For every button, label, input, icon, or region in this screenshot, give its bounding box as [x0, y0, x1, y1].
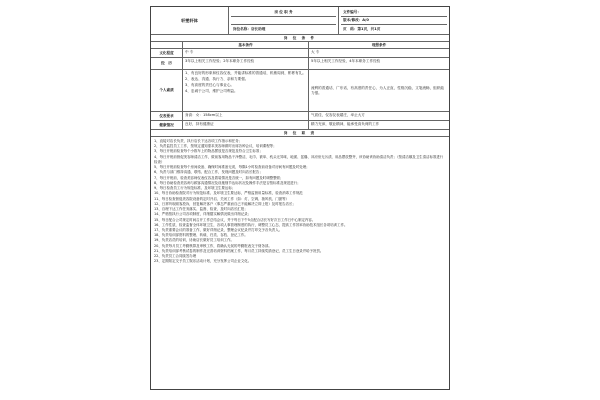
- requirement-label: 经 历: [151, 58, 183, 69]
- duty-item: 1、直接对店长负责，执行店长下达各项工作指示和任务；: [154, 139, 243, 143]
- duty-item: 6、负责与部门维持沟通、联络、配合工作，发现问题及时向店长报告；: [154, 170, 263, 175]
- duty-item: 4、每日开班前督促美容师清洁工作，做前客用物品干净整洁，毛巾、被单、枕头无异味，地面、盆爆、冲凉房无污渍，用品摆放整齐，该协助该协助清洁负责；（按清洁顺及卫生清洁标准进行检查）: [154, 154, 444, 164]
- requirement-ideal: 5年以上相关工作经验，4年本职务工作经验: [311, 59, 381, 63]
- requirement-label: 健康情况: [151, 121, 183, 129]
- duties-list: [151, 137, 449, 267]
- duty-item: 12、日常听取顾客投诉，回复解决客户（事态严重而自己不能解决立即上报）及时报告店长；: [154, 201, 296, 206]
- post-name: 岗位名称：店长助理: [233, 26, 266, 31]
- file-number: 文件编号：: [341, 8, 447, 17]
- requirement-row-education: [151, 49, 449, 58]
- duty-item: 5、每日开班前检查每个房间设备、确保时间准备无误，每隔1小时检查前设备对房间有问题及时处理；: [154, 165, 310, 170]
- requirement-row-appearance: [151, 112, 449, 121]
- document-header: [151, 7, 449, 35]
- duty-item: 14、严格按执行公司各项制度，详细据实解情况做出详细记录；: [154, 212, 252, 217]
- requirement-ideal: 大 专: [311, 50, 320, 54]
- duty-item: 20、负责每月员工考勤核算及审核工作，将确认无误的考勤报表交于财务部。: [154, 243, 272, 248]
- duty-item: 19、负责店员的培训，协助店长做好员工培训工作。: [154, 238, 234, 243]
- duty-item: 9、每日检查员工行为规范标准、及环境卫生要达标；: [154, 186, 236, 191]
- requirement-label: 文化程度: [151, 49, 183, 57]
- empty-cell: [231, 17, 336, 26]
- requirement-row-health: [151, 121, 449, 130]
- document-meta: [339, 7, 449, 34]
- duty-item: 7、每日开班前，检查美容师仪表仪容及着装情况是否统一，如有问题及时调整整顿；: [154, 175, 284, 180]
- requirement-label: 仪表要求: [151, 112, 183, 120]
- duty-item: 21、负责培训部考核试卷的制作及完善培训资料档案工作，每月员工持续奖励登记，员工生日登录并给予祝贺。: [154, 248, 324, 253]
- duty-item: 11、每日检查督促美容院设备的定时开启、关闭工作（如：灯、空调、抽风机、门窗等）: [154, 196, 289, 201]
- page-number: 页 码：第1页，共1页: [343, 26, 381, 31]
- column-header-ideal: 理想条件: [371, 43, 387, 47]
- duty-item: 15、每日配合公司规定时间召开工作总结会议，并于每日下午5点配合店长写好次日工作日中心制定内容。: [154, 217, 316, 222]
- duty-item: 8、每日协助检查美容师与顾客沟通情况及设施细节达标状况及操作手法是否按标准及规范进行；: [154, 180, 301, 185]
- requirement-row-experience: [151, 58, 449, 70]
- duty-item: 18、负责培训部资料的整理、转载、归类、存档、登记工作。: [154, 233, 248, 238]
- duty-item: 2、负责监控员工工作，按规定通知需求美容师做时出席各种会议，培训课程等；: [154, 144, 277, 149]
- duty-item: 10、每日协助检查院对行为规范标准、及环境卫生要达标，严格监督用量标准，检查消毒工作规范: [154, 191, 303, 196]
- section-title-duties: 岗 位 职 责: [151, 130, 449, 137]
- duty-item: 3、每日开班前检查每个小推车上的物品摆放是否规范及符合卫生标准；: [154, 149, 263, 154]
- requirement-basic: 身高：女：158cm以上: [183, 112, 309, 120]
- column-header-basic: 基本条件: [183, 42, 309, 48]
- duty-item: 22、负责员工合同续签办理: [154, 254, 197, 259]
- title-block: [229, 7, 339, 34]
- duty-item: 13、自理下达工作任务落实、监督、检查，及时向店长汇报；: [154, 207, 248, 212]
- requirement-row-personal-quality: [151, 70, 449, 112]
- requirement-ideal: 气质佳，仪容仪表端庄，举止大方: [311, 113, 365, 117]
- duty-item: 17、负责重要会议的准备工作，做好详细记录，整理会议纪录并打印交予各负责人。: [154, 227, 283, 232]
- duty-item: 16、工作性质，检查监督全体环境卫生，各项人事管理制度的执行，调整员工心态，提高工作效率协助技术组长各项培训工作。: [154, 222, 348, 227]
- requirement-basic: 良好，持有健康证: [183, 121, 309, 129]
- job-description-sheet: [150, 6, 450, 390]
- requirement-ideal: 流利的普通话、广东话，有高度的责任心，为人正直，性格沉稳，文笔流畅，组织能力强。: [311, 86, 444, 95]
- section-title-requirements: 岗 位 条 件: [151, 35, 449, 42]
- requirement-label: 个人素质: [151, 70, 183, 111]
- requirement-basic: 3年以上相关工作经验；2年本职务工作经验: [183, 58, 309, 69]
- duty-item: 23、定期知定交予员工娱乐活动计划，充分发挥公司企业文化。: [154, 259, 252, 264]
- document-title: 岗 位 职 务: [231, 8, 336, 17]
- version: 版本/修改：A/0: [341, 17, 447, 26]
- requirements-table-header: [151, 42, 449, 49]
- requirement-basic: 中 专: [183, 49, 309, 57]
- requirement-ideal: 精力充沛，敬业精神，能承受高负荷的工作: [311, 122, 380, 126]
- empty-corner: [151, 42, 183, 48]
- requirement-basic: 1、有良好的形象和仪容仪表，并能讲标准的普通话，机敏周到，彬彬有礼。 2、表达、沟通、执行力、亲和力要强。 3、有高度的责任心与事业心。 4、忠诚于公司，维护公司利益。: [183, 70, 309, 111]
- company-logo-text: 轩雯轩体: [151, 7, 229, 34]
